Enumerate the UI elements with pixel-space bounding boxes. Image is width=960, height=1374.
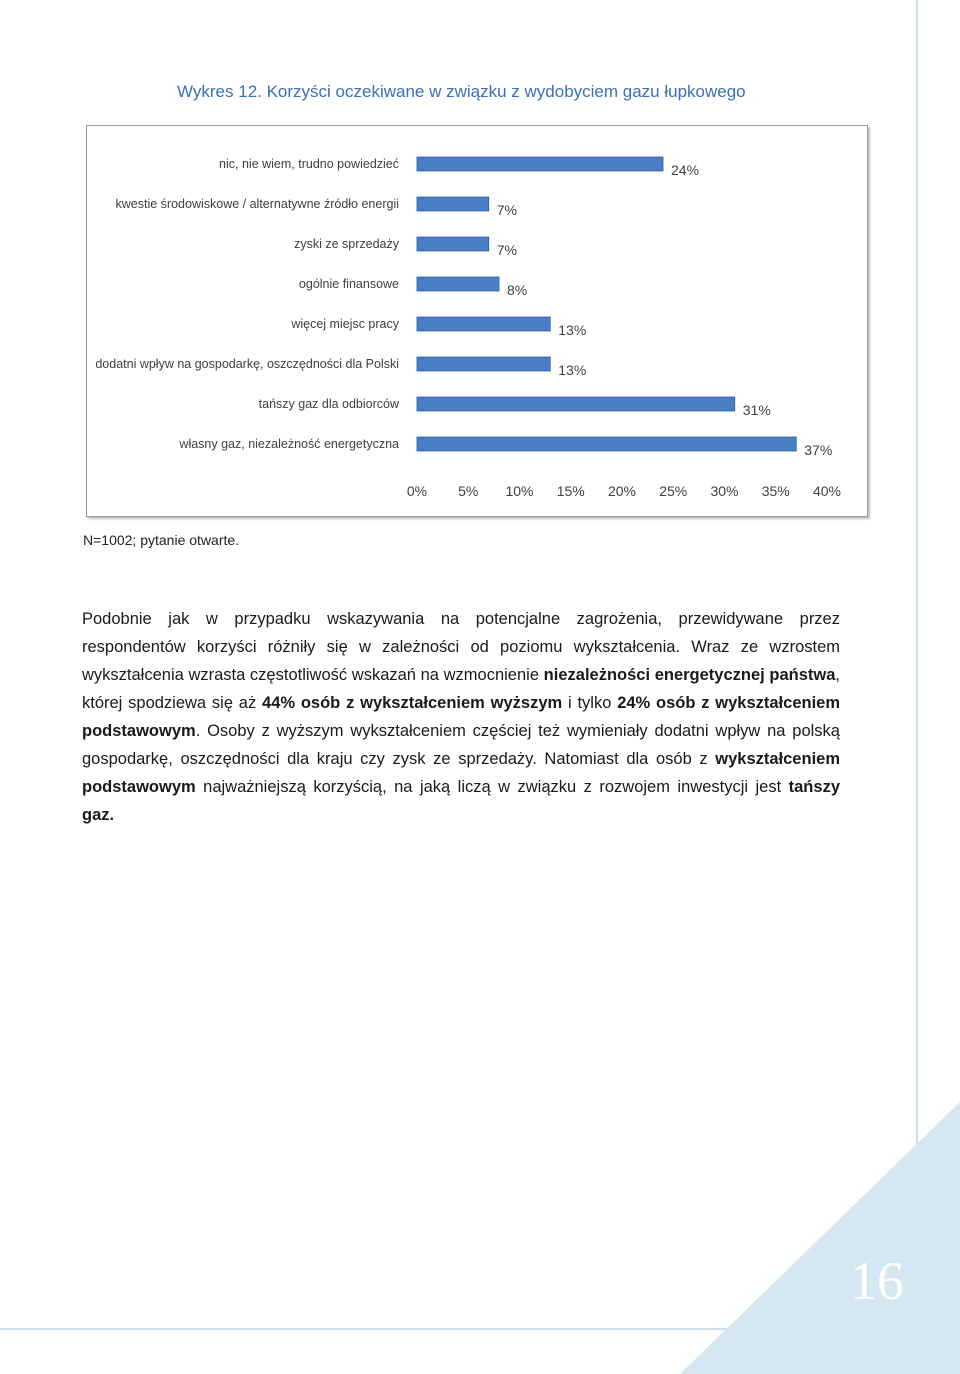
bar bbox=[417, 357, 550, 371]
bar bbox=[417, 157, 663, 171]
body-paragraph bbox=[82, 605, 840, 829]
data-label: 7% bbox=[496, 242, 517, 258]
body-text-2: , której spodziewa się aż bbox=[82, 666, 841, 712]
x-tick-label: 0% bbox=[406, 483, 428, 499]
data-label: 31% bbox=[742, 402, 771, 418]
bar bbox=[417, 397, 735, 411]
bar bbox=[417, 437, 796, 451]
category-label: tańszy gaz dla odbiorców bbox=[258, 397, 399, 411]
data-label: 37% bbox=[804, 442, 833, 458]
data-label: 8% bbox=[507, 282, 528, 298]
x-tick-label: 5% bbox=[458, 483, 479, 499]
body-bold-3: 24% osób z wykształceniem podstawowym bbox=[82, 694, 840, 740]
category-label: dodatni wpływ na gospodarkę, oszczędności dla Polski bbox=[95, 357, 399, 371]
category-label: zyski ze sprzedaży bbox=[294, 237, 399, 251]
category-label: kwestie środowiskowe / alternatywne źródło energii bbox=[115, 197, 399, 211]
body-text-4: . Osoby z wyższym wykształceniem częściej też wymieniały dodatni wpływ na polską gospodarkę, oszczędności dla kraju czy zysk ze sprzedaży. Natomiast dla osób z bbox=[82, 722, 840, 768]
data-label: 13% bbox=[558, 322, 587, 338]
figure-title: Wykres 12. Korzyści oczekiwane w związku z wydobyciem gazu łupkowego bbox=[177, 82, 746, 101]
bar bbox=[417, 317, 550, 331]
body-bold-4: wykształceniem podstawowym bbox=[82, 750, 840, 796]
body-text-3: i tylko bbox=[562, 694, 618, 712]
category-label: własny gaz, niezależność energetyczna bbox=[179, 437, 399, 451]
body-bold-2: 44% osób z wykształceniem wyższym bbox=[262, 694, 563, 712]
data-label: 24% bbox=[671, 162, 700, 178]
x-tick-label: 30% bbox=[710, 483, 739, 499]
bar bbox=[417, 237, 489, 251]
data-label: 13% bbox=[558, 362, 587, 378]
data-label: 7% bbox=[496, 202, 517, 218]
category-label: więcej miejsc pracy bbox=[291, 317, 399, 331]
bar bbox=[417, 197, 489, 211]
bar bbox=[417, 277, 499, 291]
x-tick-label: 15% bbox=[556, 483, 585, 499]
x-tick-label: 25% bbox=[659, 483, 688, 499]
category-label: ogólnie finansowe bbox=[298, 277, 399, 291]
page-number: 16 bbox=[850, 1251, 904, 1311]
bar-chart bbox=[87, 126, 867, 516]
body-bold-5: tańszy gaz. bbox=[82, 778, 840, 824]
x-tick-label: 40% bbox=[812, 483, 842, 499]
figure-note: N=1002; pytanie otwarte. bbox=[83, 532, 240, 548]
x-tick-label: 20% bbox=[607, 483, 637, 499]
x-tick-label: 35% bbox=[761, 483, 790, 499]
body-text-1: Podobnie jak w przypadku wskazywania na potencjalne zagrożenia, przewidywane przez respondentów korzyści różniły się w zależności od poziomu wykształcenia. Wraz ze wzrostem wykształcenia wzrasta częstotliwość wskazań na wzmocnienie bbox=[82, 610, 840, 684]
category-label: nic, nie wiem, trudno powiedzieć bbox=[219, 157, 399, 171]
x-tick-label: 10% bbox=[505, 483, 534, 499]
body-text-5: najważniejszą korzyścią, na jaką liczą w związku z rozwojem inwestycji jest bbox=[195, 778, 789, 796]
chart-container bbox=[86, 125, 868, 517]
body-bold-1: niezależności energetycznej państwa bbox=[543, 666, 836, 684]
